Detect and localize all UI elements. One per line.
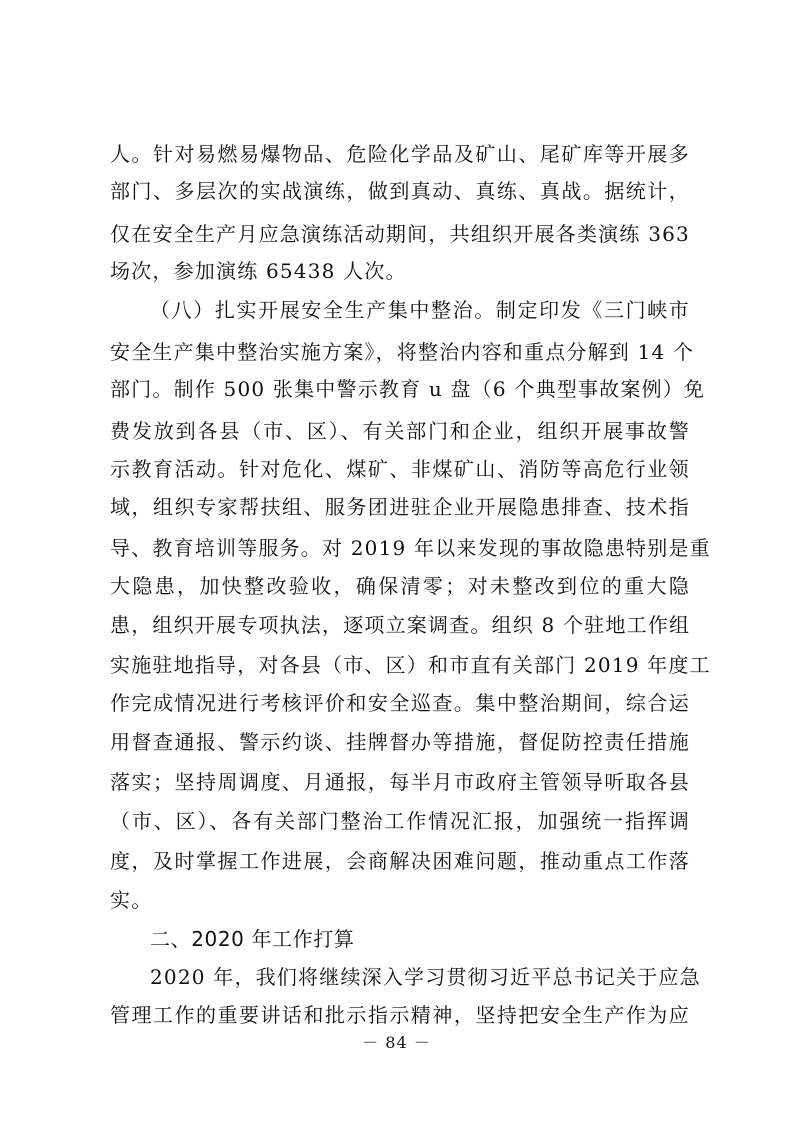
text-line: 患，组织开展专项执法，逐项立案调查。组织 8 个驻地工作组 <box>110 613 691 637</box>
text-line: 部门、多层次的实战演练，做到真动、真练、真战。据统计， <box>110 179 690 203</box>
text-line: 费发放到各县（市、区）、有关部门和企业，组织开展事故警 <box>110 419 690 443</box>
text-line: 落实；坚持周调度、月通报，每半月市政府主管领导听取各县 <box>110 770 690 794</box>
text-line: 用督查通报、警示约谈、挂牌督办等措施，督促防控责任措施 <box>110 730 690 754</box>
text-line: 安全生产集中整治实施方案》，将整治内容和重点分解到 14 个 <box>110 340 695 364</box>
text-line: 管理工作的重要讲话和批示指示精神，坚持把安全生产作为应 <box>110 1003 690 1027</box>
section-heading-line: （八）扎实开展安全生产集中整治。制定印发《三门峡市 <box>150 298 690 322</box>
section-heading: 二、2020 年工作打算 <box>150 927 355 951</box>
text-line: （市、区）、各有关部门整治工作情况汇报，加强统一指挥调 <box>110 809 690 833</box>
text-line: 示教育活动。针对危化、煤矿、非煤矿山、消防等高危行业领 <box>110 457 690 481</box>
text-line: 实施驻地指导，对各县（市、区）和市直有关部门 2019 年度工 <box>110 653 711 677</box>
text-line: 作完成情况进行考核评价和安全巡查。集中整治期间，综合运 <box>110 691 690 715</box>
text-line: 部门。制作 500 张集中警示教育 u 盘（6 个典型事故案例）免 <box>110 377 706 401</box>
text-line: 人。针对易燃易爆物品、危险化学品及矿山、尾矿库等开展多 <box>110 142 690 166</box>
text-line: 2020 年，我们将继续深入学习贯彻习近平总书记关于应急 <box>150 965 701 989</box>
page-number: － 84 － <box>362 1033 431 1052</box>
text-line: 仅在安全生产月应急演练活动期间，共组织开展各类演练 363 <box>110 222 690 246</box>
text-line: 实。 <box>110 888 153 912</box>
text-line: 度，及时掌握工作进展，会商解决困难问题，推动重点工作落 <box>110 849 690 873</box>
text-line: 域，组织专家帮扶组、服务团进驻企业开展隐患排查、技术指 <box>110 495 690 519</box>
text-line: 场次，参加演练 65438 人次。 <box>110 259 407 283</box>
text-line: 大隐患，加快整改验收，确保清零；对未整改到位的重大隐 <box>110 574 690 598</box>
text-line: 导、教育培训等服务。对 2019 年以来发现的事故隐患特别是重 <box>110 536 711 560</box>
